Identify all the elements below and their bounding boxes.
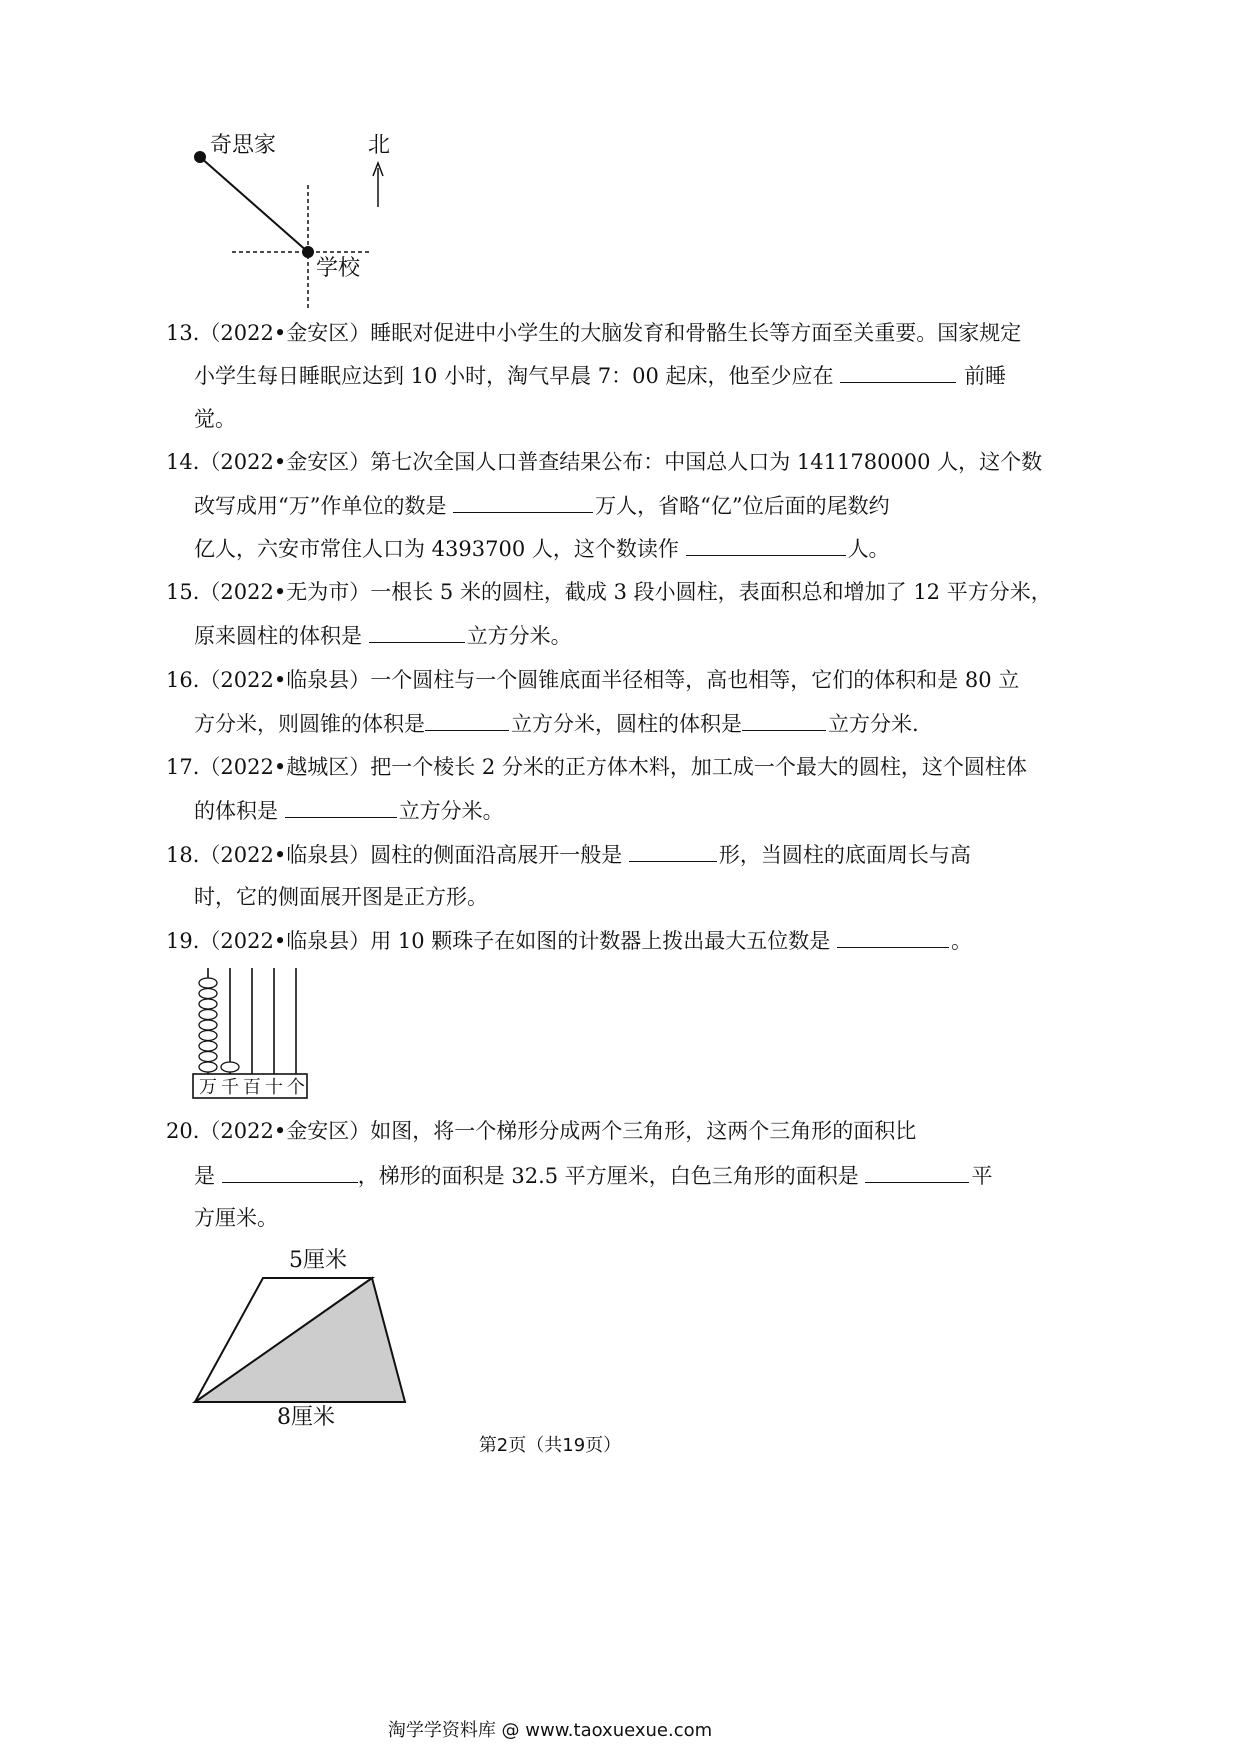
question-text: 平 — [971, 1164, 993, 1188]
question-text-line — [166, 839, 971, 870]
page-number: 第2页（共19页） — [478, 1435, 622, 1456]
question-text: 万人，省略“亿”位后面的尾数约 — [595, 494, 890, 518]
abacus-place-label: 千 — [221, 1077, 239, 1098]
abacus-place-label: 十 — [265, 1077, 283, 1098]
question-text: 改写成用“万”作单位的数是 — [194, 494, 454, 518]
answer-blank[interactable] — [629, 839, 717, 862]
bottom-base-label: 8厘米 — [277, 1405, 335, 1430]
abacus-bead — [199, 1041, 217, 1051]
answer-blank[interactable] — [865, 1160, 969, 1183]
answer-blank[interactable] — [369, 620, 465, 643]
question-text-line — [194, 360, 1006, 391]
answer-blank[interactable] — [840, 360, 956, 383]
question-text: ，梯形的面积是 32.5 平方厘米，白色三角形的面积是 — [357, 1164, 866, 1188]
question-text-line: 14.（2022•金安区）第七次全国人口普查结果公布：中国总人口为 1411780000 人，这个数 — [166, 450, 1043, 474]
question-text-line — [194, 1160, 992, 1191]
home-label: 奇思家 — [210, 133, 277, 158]
question-text-line: 方厘米。 — [194, 1206, 278, 1230]
question-text-line — [194, 533, 890, 564]
question-text: 原来圆柱的体积是 — [194, 624, 369, 648]
question-text: 立方分米。 — [466, 624, 572, 648]
watermark: 淘学学资料库 @ www.taoxuexue.com — [387, 1720, 713, 1741]
question-text: 18.（2022•临泉县）圆柱的侧面沿高展开一般是 — [166, 843, 629, 867]
question-text: 立方分米，圆柱的体积是 — [511, 712, 742, 736]
question-text: 立方分米。 — [398, 799, 504, 823]
top-base-label: 5厘米 — [289, 1248, 347, 1273]
abacus-bead — [199, 1020, 217, 1030]
abacus-svg — [190, 966, 310, 1100]
question-text: 立方分米. — [828, 712, 919, 736]
north-label: 北 — [368, 133, 391, 158]
question-text-line: 16.（2022•临泉县）一个圆柱与一个圆锥底面半径相等，高也相等，它们的体积和是 80 立 — [166, 668, 1020, 692]
question-text-line: 觉。 — [194, 407, 236, 431]
abacus-bead — [199, 989, 217, 999]
answer-blank[interactable] — [285, 795, 397, 818]
abacus-bead — [221, 1062, 239, 1072]
question-text: 前睡 — [964, 364, 1007, 388]
abacus-bead — [199, 1062, 217, 1072]
school-label: 学校 — [316, 256, 361, 281]
question-text: 形，当圆柱的底面周长与高 — [718, 843, 971, 867]
question-text-line — [166, 925, 972, 956]
question-text-line — [194, 795, 504, 826]
question-text: 的体积是 — [194, 799, 285, 823]
answer-blank[interactable] — [425, 708, 509, 731]
question-text: 亿人，六安市常住人口为 4393700 人，这个数读作 — [194, 537, 686, 561]
answer-blank[interactable] — [686, 533, 846, 556]
question-text-line — [194, 490, 890, 521]
abacus-place-label: 万 — [199, 1077, 217, 1098]
abacus-bead — [199, 999, 217, 1009]
question-list — [166, 0, 1066, 1300]
question-text: 人。 — [847, 537, 890, 561]
answer-blank[interactable] — [222, 1160, 358, 1183]
question-text-line: 15.（2022•无为市）一根长 5 米的圆柱，截成 3 段小圆柱，表面积总和增加了 12 平方分米， — [166, 580, 1052, 604]
question-text: 小学生每日睡眠应达到 10 小时，淘气早晨 7：00 起床，他至少应在 — [194, 364, 841, 388]
abacus-bead — [199, 978, 217, 988]
question-text: 方分米，则圆锥的体积是 — [194, 712, 425, 736]
question-text-line: 17.（2022•越城区）把一个棱长 2 分米的正方体木料，加工成一个最大的圆柱，这个圆柱体 — [166, 755, 1027, 779]
question-text-line — [194, 708, 919, 739]
abacus-bead — [199, 1031, 217, 1041]
trapezoid-diagram — [185, 1245, 420, 1435]
abacus-diagram — [190, 966, 310, 1100]
abacus-bead — [199, 1052, 217, 1062]
abacus-bead — [199, 1010, 217, 1020]
answer-blank[interactable] — [837, 925, 949, 948]
question-text-line — [194, 620, 572, 651]
question-text: 是 — [194, 1164, 222, 1188]
question-text-line: 13.（2022•金安区）睡眠对促进中小学生的大脑发育和骨骼生长等方面至关重要。国家规定 — [166, 321, 1022, 345]
answer-blank[interactable] — [453, 490, 593, 513]
abacus-place-label: 个 — [287, 1077, 305, 1098]
question-text-line: 20.（2022•金安区）如图，将一个梯形分成两个三角形，这两个三角形的面积比 — [166, 1119, 917, 1143]
answer-blank[interactable] — [742, 708, 826, 731]
abacus-place-label: 百 — [243, 1077, 261, 1098]
question-text-line: 时，它的侧面展开图是正方形。 — [194, 885, 488, 909]
question-text: 。 — [950, 929, 972, 953]
question-text: 19.（2022•临泉县）用 10 颗珠子在如图的计数器上拨出最大五位数是 — [166, 929, 837, 953]
